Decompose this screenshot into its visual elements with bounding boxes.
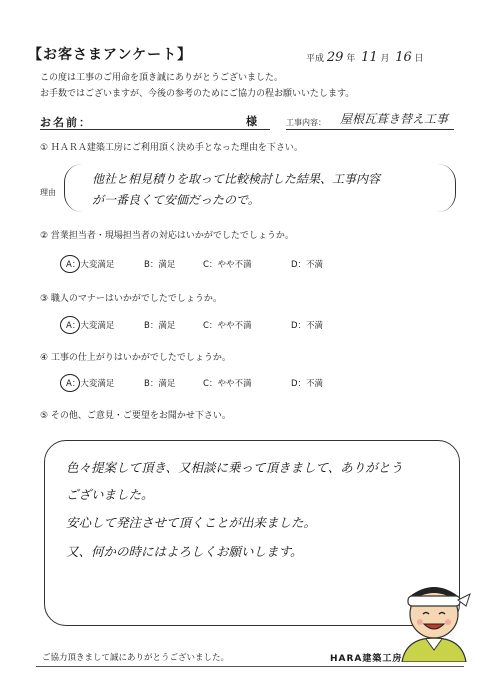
name-label: お名前：	[40, 116, 92, 129]
q4-option-a[interactable]: A：大変満足	[66, 379, 115, 389]
question-2: ② 営業担当者・現場担当者の対応はいかがでしたでしょうか。	[40, 231, 294, 241]
comment-line-2: ございました。	[66, 487, 154, 502]
date-year-unit: 年	[346, 54, 356, 64]
date-year: 29	[326, 50, 344, 65]
work-value: 屋根瓦葺き替え工事	[340, 112, 449, 126]
mascot-craftsman-icon	[396, 566, 474, 662]
q4-option-d[interactable]: D：不満	[291, 379, 324, 389]
q2-option-d[interactable]: D：不満	[291, 260, 324, 270]
footer-thanks: ご協力頂きまして誠にありがとうございました。	[42, 653, 230, 663]
question-1: ① ＨＡＲＡ建築工房にご利用頂く決め手となった理由を下さい。	[40, 143, 303, 153]
honorific: 様	[246, 115, 257, 128]
q3-option-d[interactable]: D：不満	[291, 321, 324, 331]
comment-line-4: 又、何かの時にはよろしくお願いします。	[66, 544, 303, 559]
date-month-unit: 月	[380, 54, 390, 64]
q4-option-b[interactable]: B：満足	[144, 379, 176, 389]
question-4: ④ 工事の仕上がりはいかがでしたでしょうか。	[40, 353, 231, 363]
survey-date	[306, 50, 424, 65]
footer-divider	[36, 666, 464, 667]
footer-brand: HARA建築工房	[330, 654, 403, 664]
work-underline	[286, 129, 454, 130]
date-month: 11	[361, 50, 378, 65]
q2-option-a[interactable]: A：大変満足	[66, 260, 115, 270]
date-era: 平成	[306, 54, 325, 64]
reason-line-2: が一番良くて安価だったので。	[92, 193, 260, 207]
q3-option-a[interactable]: A：大変満足	[66, 321, 115, 331]
intro-line-2: お手数ではございますが、今後の参考のためにご協力の程お願いいたします。	[40, 89, 355, 99]
work-label: 工事内容：	[286, 118, 326, 127]
question-3: ③ 職人のマナーはいかがでしたでしょうか。	[40, 294, 222, 304]
q2-option-c[interactable]: C：やや不満	[203, 260, 252, 270]
date-day-unit: 日	[414, 54, 424, 64]
date-day: 16	[395, 50, 412, 65]
q4-option-c[interactable]: C：やや不満	[203, 379, 252, 389]
comment-line-3: 安心して発注させて頂くことが出来ました。	[66, 515, 317, 530]
q3-option-b[interactable]: B：満足	[144, 321, 176, 331]
name-underline	[40, 129, 270, 130]
question-5: ⑤ その他、ご意見・ご要望をお聞かせ下さい。	[40, 411, 231, 421]
intro-line-1: この度は工事のご用命を頂き誠にありがとうございました。	[40, 73, 284, 83]
reason-label: 理由	[40, 188, 56, 197]
comment-line-1: 色々提案して頂き、又相談に乗って頂きまして、ありがとう	[66, 460, 403, 475]
q2-option-b[interactable]: B：満足	[144, 260, 176, 270]
reason-line-1: 他社と相見積りを取って比較検討した結果、工事内容	[92, 172, 381, 186]
q3-option-c[interactable]: C：やや不満	[203, 321, 252, 331]
survey-title: 【お客さまアンケート】	[28, 47, 193, 63]
